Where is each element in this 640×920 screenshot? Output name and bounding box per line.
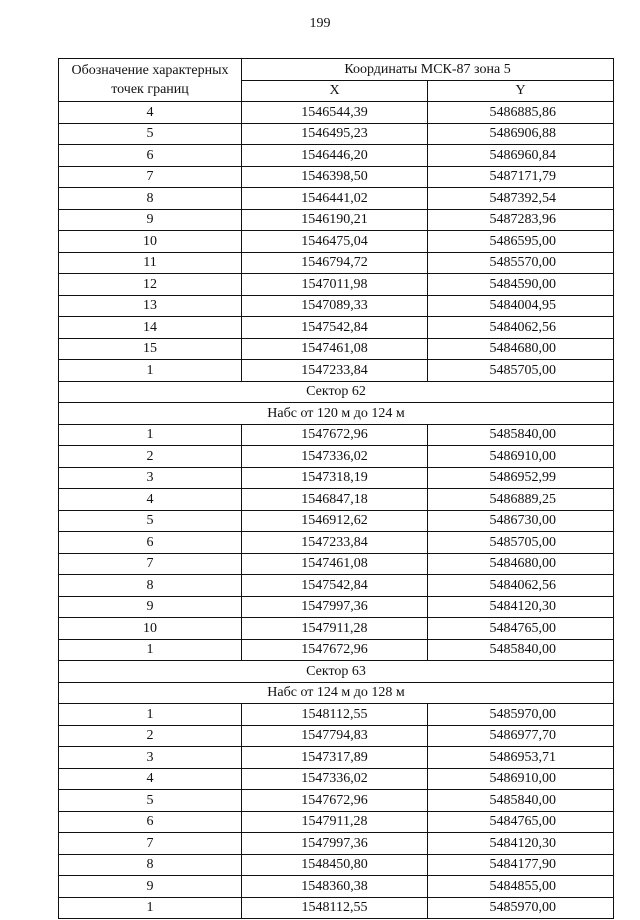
point-number-cell: 13 <box>59 295 242 317</box>
coordinates-table <box>58 58 614 919</box>
table-row <box>59 639 614 661</box>
table-row <box>59 876 614 898</box>
page-number: 199 <box>309 16 331 31</box>
x-coordinate-cell: 1547542,84 <box>242 317 428 339</box>
point-number-cell: 5 <box>59 790 242 812</box>
x-coordinate-cell: 1546441,02 <box>242 188 428 210</box>
elevation-range-row <box>59 403 614 425</box>
x-coordinate-cell: 1546847,18 <box>242 489 428 511</box>
y-coordinate-cell: 5486910,00 <box>428 768 614 790</box>
x-coordinate-cell: 1548112,55 <box>242 897 428 919</box>
sector-title: Сектор 62 <box>59 381 614 403</box>
y-coordinate-cell: 5484590,00 <box>428 274 614 296</box>
x-coordinate-cell: 1546544,39 <box>242 102 428 124</box>
point-number-cell: 1 <box>59 360 242 382</box>
table-row <box>59 489 614 511</box>
y-coordinate-cell: 5486906,88 <box>428 123 614 145</box>
x-coordinate-cell: 1547461,08 <box>242 338 428 360</box>
point-number-cell: 14 <box>59 317 242 339</box>
y-coordinate-cell: 5486595,00 <box>428 231 614 253</box>
elevation-range-row <box>59 682 614 704</box>
x-coordinate-cell: 1547911,28 <box>242 618 428 640</box>
y-coordinate-cell: 5484062,56 <box>428 575 614 597</box>
sector-row <box>59 661 614 683</box>
sector-row <box>59 381 614 403</box>
x-coordinate-cell: 1548112,55 <box>242 704 428 726</box>
x-coordinate-cell: 1548360,38 <box>242 876 428 898</box>
y-coordinate-cell: 5484765,00 <box>428 811 614 833</box>
x-coordinate-cell: 1546794,72 <box>242 252 428 274</box>
y-coordinate-cell: 5486977,70 <box>428 725 614 747</box>
point-number-cell: 4 <box>59 768 242 790</box>
y-coordinate-cell: 5484680,00 <box>428 338 614 360</box>
y-coordinate-cell: 5484177,90 <box>428 854 614 876</box>
table-row <box>59 510 614 532</box>
table-row <box>59 360 614 382</box>
table-row <box>59 725 614 747</box>
y-coordinate-cell: 5487283,96 <box>428 209 614 231</box>
x-coordinate-cell: 1547233,84 <box>242 532 428 554</box>
table-row <box>59 897 614 919</box>
point-column-header: Обозначение характерных точек границ <box>59 59 242 102</box>
table-row <box>59 145 614 167</box>
x-coordinate-cell: 1547011,98 <box>242 274 428 296</box>
point-number-cell: 12 <box>59 274 242 296</box>
y-coordinate-cell: 5485970,00 <box>428 704 614 726</box>
point-number-cell: 7 <box>59 166 242 188</box>
x-coordinate-cell: 1547672,96 <box>242 639 428 661</box>
point-number-cell: 10 <box>59 618 242 640</box>
table-row <box>59 854 614 876</box>
point-number-cell: 6 <box>59 145 242 167</box>
y-coordinate-cell: 5484004,95 <box>428 295 614 317</box>
y-coordinate-cell: 5484680,00 <box>428 553 614 575</box>
y-coordinate-cell: 5486730,00 <box>428 510 614 532</box>
table-row <box>59 274 614 296</box>
x-coordinate-cell: 1547911,28 <box>242 811 428 833</box>
point-number-cell: 9 <box>59 876 242 898</box>
y-coordinate-cell: 5486952,99 <box>428 467 614 489</box>
x-coordinate-cell: 1547233,84 <box>242 360 428 382</box>
point-number-cell: 2 <box>59 725 242 747</box>
x-coordinate-cell: 1547997,36 <box>242 596 428 618</box>
point-number-cell: 5 <box>59 510 242 532</box>
x-column-header: X <box>242 80 428 102</box>
table-row <box>59 768 614 790</box>
y-coordinate-cell: 5486885,86 <box>428 102 614 124</box>
y-coordinate-cell: 5485705,00 <box>428 532 614 554</box>
x-coordinate-cell: 1547336,02 <box>242 768 428 790</box>
y-coordinate-cell: 5484120,30 <box>428 833 614 855</box>
coordinates-system-header: Координаты МСК-87 зона 5 <box>242 59 614 81</box>
table-row <box>59 833 614 855</box>
y-column-header: Y <box>428 80 614 102</box>
point-number-cell: 1 <box>59 897 242 919</box>
y-coordinate-cell: 5484855,00 <box>428 876 614 898</box>
table-row <box>59 575 614 597</box>
table-row <box>59 188 614 210</box>
point-number-cell: 5 <box>59 123 242 145</box>
table-body <box>59 102 614 919</box>
x-coordinate-cell: 1547794,83 <box>242 725 428 747</box>
point-number-cell: 6 <box>59 532 242 554</box>
point-number-cell: 7 <box>59 553 242 575</box>
point-number-cell: 8 <box>59 575 242 597</box>
table-row <box>59 446 614 468</box>
x-coordinate-cell: 1546495,23 <box>242 123 428 145</box>
y-coordinate-cell: 5484120,30 <box>428 596 614 618</box>
y-coordinate-cell: 5485570,00 <box>428 252 614 274</box>
table-row <box>59 704 614 726</box>
y-coordinate-cell: 5486960,84 <box>428 145 614 167</box>
point-number-cell: 4 <box>59 489 242 511</box>
x-coordinate-cell: 1547461,08 <box>242 553 428 575</box>
table-row <box>59 102 614 124</box>
point-number-cell: 7 <box>59 833 242 855</box>
y-coordinate-cell: 5484765,00 <box>428 618 614 640</box>
table-row <box>59 790 614 812</box>
point-number-cell: 9 <box>59 596 242 618</box>
point-number-cell: 10 <box>59 231 242 253</box>
y-coordinate-cell: 5485840,00 <box>428 790 614 812</box>
x-coordinate-cell: 1546190,21 <box>242 209 428 231</box>
x-coordinate-cell: 1547542,84 <box>242 575 428 597</box>
point-number-cell: 1 <box>59 704 242 726</box>
table-row <box>59 424 614 446</box>
table-row <box>59 811 614 833</box>
table-row <box>59 317 614 339</box>
x-coordinate-cell: 1548450,80 <box>242 854 428 876</box>
x-coordinate-cell: 1547672,96 <box>242 790 428 812</box>
y-coordinate-cell: 5487171,79 <box>428 166 614 188</box>
point-number-cell: 8 <box>59 188 242 210</box>
x-coordinate-cell: 1547997,36 <box>242 833 428 855</box>
table-row <box>59 252 614 274</box>
elevation-range: Набс от 124 м до 128 м <box>59 682 614 704</box>
point-number-cell: 1 <box>59 424 242 446</box>
y-coordinate-cell: 5487392,54 <box>428 188 614 210</box>
y-coordinate-cell: 5486910,00 <box>428 446 614 468</box>
y-coordinate-cell: 5486953,71 <box>428 747 614 769</box>
table-row <box>59 596 614 618</box>
x-coordinate-cell: 1546912,62 <box>242 510 428 532</box>
table-row <box>59 295 614 317</box>
point-number-cell: 3 <box>59 747 242 769</box>
x-coordinate-cell: 1547318,19 <box>242 467 428 489</box>
table-row <box>59 747 614 769</box>
point-number-cell: 4 <box>59 102 242 124</box>
sector-title: Сектор 63 <box>59 661 614 683</box>
table-row <box>59 231 614 253</box>
x-coordinate-cell: 1546446,20 <box>242 145 428 167</box>
table-header <box>59 59 614 102</box>
point-number-cell: 1 <box>59 639 242 661</box>
table-row <box>59 553 614 575</box>
y-coordinate-cell: 5485970,00 <box>428 897 614 919</box>
x-coordinate-cell: 1547672,96 <box>242 424 428 446</box>
point-number-cell: 6 <box>59 811 242 833</box>
x-coordinate-cell: 1547089,33 <box>242 295 428 317</box>
point-number-cell: 15 <box>59 338 242 360</box>
x-coordinate-cell: 1547336,02 <box>242 446 428 468</box>
table-row <box>59 618 614 640</box>
y-coordinate-cell: 5485705,00 <box>428 360 614 382</box>
table-row <box>59 532 614 554</box>
table-row <box>59 209 614 231</box>
point-number-cell: 11 <box>59 252 242 274</box>
table-row <box>59 123 614 145</box>
x-coordinate-cell: 1546475,04 <box>242 231 428 253</box>
x-coordinate-cell: 1547317,89 <box>242 747 428 769</box>
y-coordinate-cell: 5485840,00 <box>428 424 614 446</box>
point-number-cell: 2 <box>59 446 242 468</box>
y-coordinate-cell: 5484062,56 <box>428 317 614 339</box>
point-number-cell: 3 <box>59 467 242 489</box>
point-number-cell: 8 <box>59 854 242 876</box>
table-row <box>59 467 614 489</box>
y-coordinate-cell: 5486889,25 <box>428 489 614 511</box>
x-coordinate-cell: 1546398,50 <box>242 166 428 188</box>
y-coordinate-cell: 5485840,00 <box>428 639 614 661</box>
point-number-cell: 9 <box>59 209 242 231</box>
table-row <box>59 338 614 360</box>
elevation-range: Набс от 120 м до 124 м <box>59 403 614 425</box>
table-row <box>59 166 614 188</box>
